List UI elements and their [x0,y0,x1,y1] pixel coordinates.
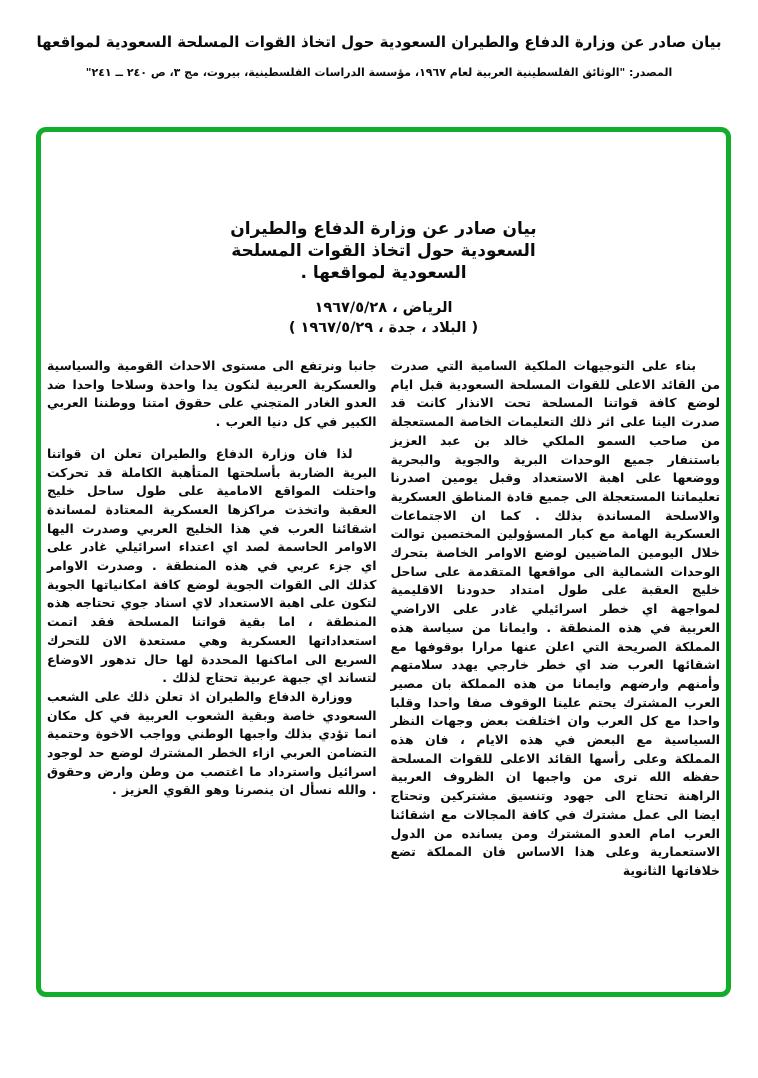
paragraph-continuation: جانبا ونرتفع الى مستوى الاحداث القومية والسياسية والعسكرية العربية لنكون يدا واحدة وسلاحا واحدا ضد العدو الغادر المتجني على حقوق امتنا ووطننا العربي الكبير في كل دنيا العرب . [47,358,377,430]
document-title [41,218,726,284]
page-title: بيان صادر عن وزارة الدفاع والطيران السعودية حول اتخاذ القوات المسلحة السعودية لمواقعها [36,33,722,51]
dateline-place-date: الرياض ، ١٩٦٧/٥/٢٨ [314,300,453,316]
document-title-line-1: بيان صادر عن وزارة الدفاع والطيران [230,219,537,239]
paragraph-closing: ووزارة الدفاع والطيران اذ تعلن ذلك على الشعب السعودي خاصة وبقية الشعوب العربية في كل مكان انما تؤدي بذلك واجبها الوطني وواجب الاخوة وحتمية التضامن العربي ازاء الخطر المشترك لوضع حد لوجود اسرائيل واسترداد ما اغتصب من وطن وارض وحقوق . والله نسأل ان ينصرنا وهو القوي العزيز . [47,688,377,798]
column-left [47,357,377,881]
paragraph-forces-announcement: لذا فان وزارة الدفاع والطيران تعلن ان قواتنا البرية الضاربة بأسلحتها المتأهبة الكاملة قد تحركت واحتلت المواقع الامامية على طول ساحل خليج العقبة واتخذت مراكزها العسكرية المعتادة لمساندة اشقائنا العرب في هذا الخليج العربي وصدرت اليها الاوامر الحاسمة لصد اي اعتداء اسرائيلي غادر على اي جزء عربي في هذه المنطقة . وصدرت الاوامر كذلك الى القوات الجوية لوضع كافة امكانياتها الجوية لتكون على اهبة الاستعداد لاي اسناد جوي تحتاجه هذه المنطقة ، اما بقية قواتنا المسلحة فقد اتمت استعداداتها العسكرية وهي مستعدة الان للتحرك السريع الى اماكنها المحددة لها حال تدهور الاوضاع لتساند اي جبهة عربية تحتاج لذلك . [47,445,377,686]
body-columns [47,357,720,881]
dateline [41,298,726,338]
document-title-line-2: السعودية حول اتخاذ القوات المسلحة [231,241,536,261]
document-title-line-3: السعودية لمواقعها . [300,263,467,283]
dateline-newspaper-reference: ( البلاد ، جدة ، ١٩٦٧/٥/٢٩ ) [288,320,479,336]
column-right [391,357,721,881]
paragraph-opening: بناء على التوجيهات الملكية السامية التي صدرت من القائد الاعلى للقوات المسلحة السعودية قبل ايام لوضع كافة قواتنا المسلحة تحت الانذار كانت قد صدرت الينا على اثر ذلك التعليمات الخاصة المستعجلة من صاحب السمو الملكي خالد بن عبد العزيز باستنفار جميع الوحدات البرية والجوية والبحرية ووضعها على اهبة الاستعداد وقبل يومين اصدرنا تعليماتنا المستعجلة الى جميع قادة المناطق العسكرية والاسلحة المساندة بذلك . كما ان الاجتماعات العسكرية الهامة مع كبار المسؤولين المختصين توالت خلال اليومين الماضيين لوضع الاوامر الخاصة بتحرك الوحدات الشمالية الى مواقعها المتقدمة على ساحل خليج العقبة على طول امتداد حدودنا الاقليمية لمواجهة اي خطر اسرائيلي غادر على الاراضي العربية في هذه المنطقة . وايمانا من سياسة هذه المملكة الصريحة التي اعلن عنها مرارا بوقوفها مع اشقائها العرب ضد اي خطر خارجي يهدد سلامتهم وأمنهم وارضهم وايمانا من هذه المملكة بان مصير العرب المشترك يحتم علينا الوقوف صفا واحدا وقلبا واحدا مع كل العرب وان اختلفت بعض وجهات النظر السياسية مع البعض في هذه الايام ، فان هذه المملكة وعلى رأسها القائد الاعلى للقوات المسلحة حفظه الله ترى من واجبها ان الظروف العربية الراهنة تحتاج الى جهود وتنسيق مشتركين وتحتاج ايضا الى عمل مشترك في كافة المجالات مع اشقائنا العرب امام العدو المشترك ومن يسانده من الدول الاستعمارية وعلى هذا الاساس فان المملكة تضع خلافاتها الثانوية [390,358,720,878]
source-citation: المصدر: "الوثائق الفلسطينية العربية لعام ١٩٦٧، مؤسسة الدراسات الفلسطينية، بيروت، مج ٣، ص ٢٤٠ ــ ٢٤١" [85,66,673,79]
document-frame [36,127,731,997]
